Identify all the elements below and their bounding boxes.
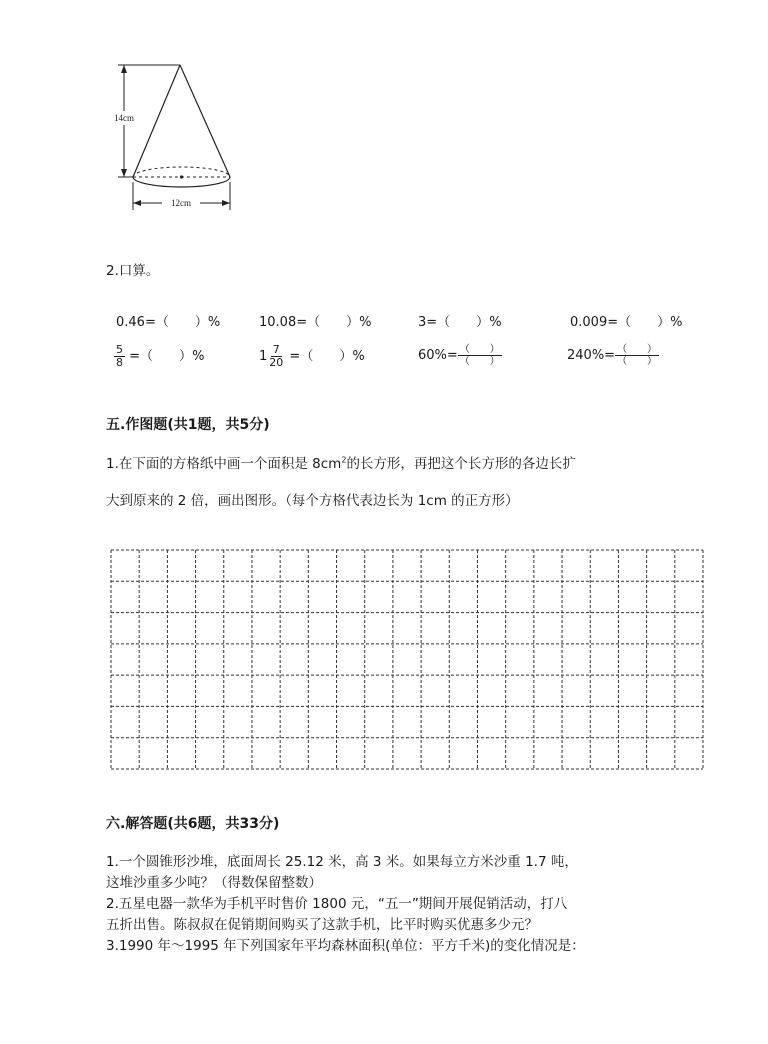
math-item-4: 0.009=（ ）% — [570, 315, 683, 330]
width-arrow-right — [222, 200, 230, 206]
fraction-blank-60: $\frac{( )}{( )}$ — [459, 344, 500, 367]
cone-left-side — [133, 65, 180, 177]
section6-q2-line2: 五折出售。陈叔叔在促销期间购买了这款手机，比平时购买优惠多少元？ — [106, 917, 538, 933]
height-arrow-top — [121, 65, 127, 73]
section6-q1-line2: 这堆沙重多少吨？（得数保留整数） — [106, 875, 322, 891]
fraction-7-20: $\frac{7}{20}$ — [269, 343, 284, 369]
height-label: 14cm — [114, 113, 134, 123]
width-arrow-left — [133, 200, 141, 206]
height-arrow-bottom — [121, 169, 127, 177]
diameter-label: 12cm — [171, 198, 191, 208]
math-item-8: 240%= $\frac{( )}{( )}$ — [567, 344, 658, 367]
section6-heading: 六.解答题(共6题，共33分) — [106, 816, 280, 832]
math-item-7: 60%= $\frac{( )}{( )}$ — [418, 344, 500, 367]
section5-q1-line2: 大到原来的 2 倍，画出图形。（每个方格代表边长为 1cm 的正方形） — [106, 493, 519, 509]
cone-diagram — [100, 55, 250, 220]
math-item-2: 10.08=（ ）% — [259, 315, 372, 330]
math-item-1: 0.46=（ ）% — [116, 315, 221, 330]
math-item-3: 3=（ ）% — [418, 315, 502, 330]
fraction-blank-240: $\frac{( )}{( )}$ — [617, 344, 658, 367]
fraction-5-8: $\frac{5}{8}$ — [116, 343, 123, 369]
section6-q1-line1: 1.一个圆锥形沙堆，底面周长 25.12 米，高 3 米。如果每立方米沙重 1.7 吨， — [106, 854, 578, 870]
mental-math-title: 2.口算。 — [106, 263, 160, 279]
section5-q1-line1: 1.在下面的方格纸中画一个面积是 $8cm^2$的长方形，再把这个长方形的各边长扩 — [106, 455, 576, 472]
grid-paper — [110, 549, 704, 770]
math-item-6: 1 $\frac{7}{20}$ =（ ）% — [259, 343, 365, 369]
section6-q3-line1: 3.1990 年～1995 年下列国家年平均森林面积(单位：平方千米)的变化情况是： — [106, 938, 585, 954]
section5-heading: 五.作图题(共1题，共5分) — [106, 417, 270, 433]
cone-right-side — [180, 65, 230, 177]
section6-q2-line1: 2.五星电器一款华为手机平时售价 1800 元，“五一”期间开展促销活动，打八 — [106, 896, 568, 912]
math-item-5: $\frac{5}{8}$ =（ ）% — [116, 343, 205, 369]
base-center — [180, 175, 183, 178]
